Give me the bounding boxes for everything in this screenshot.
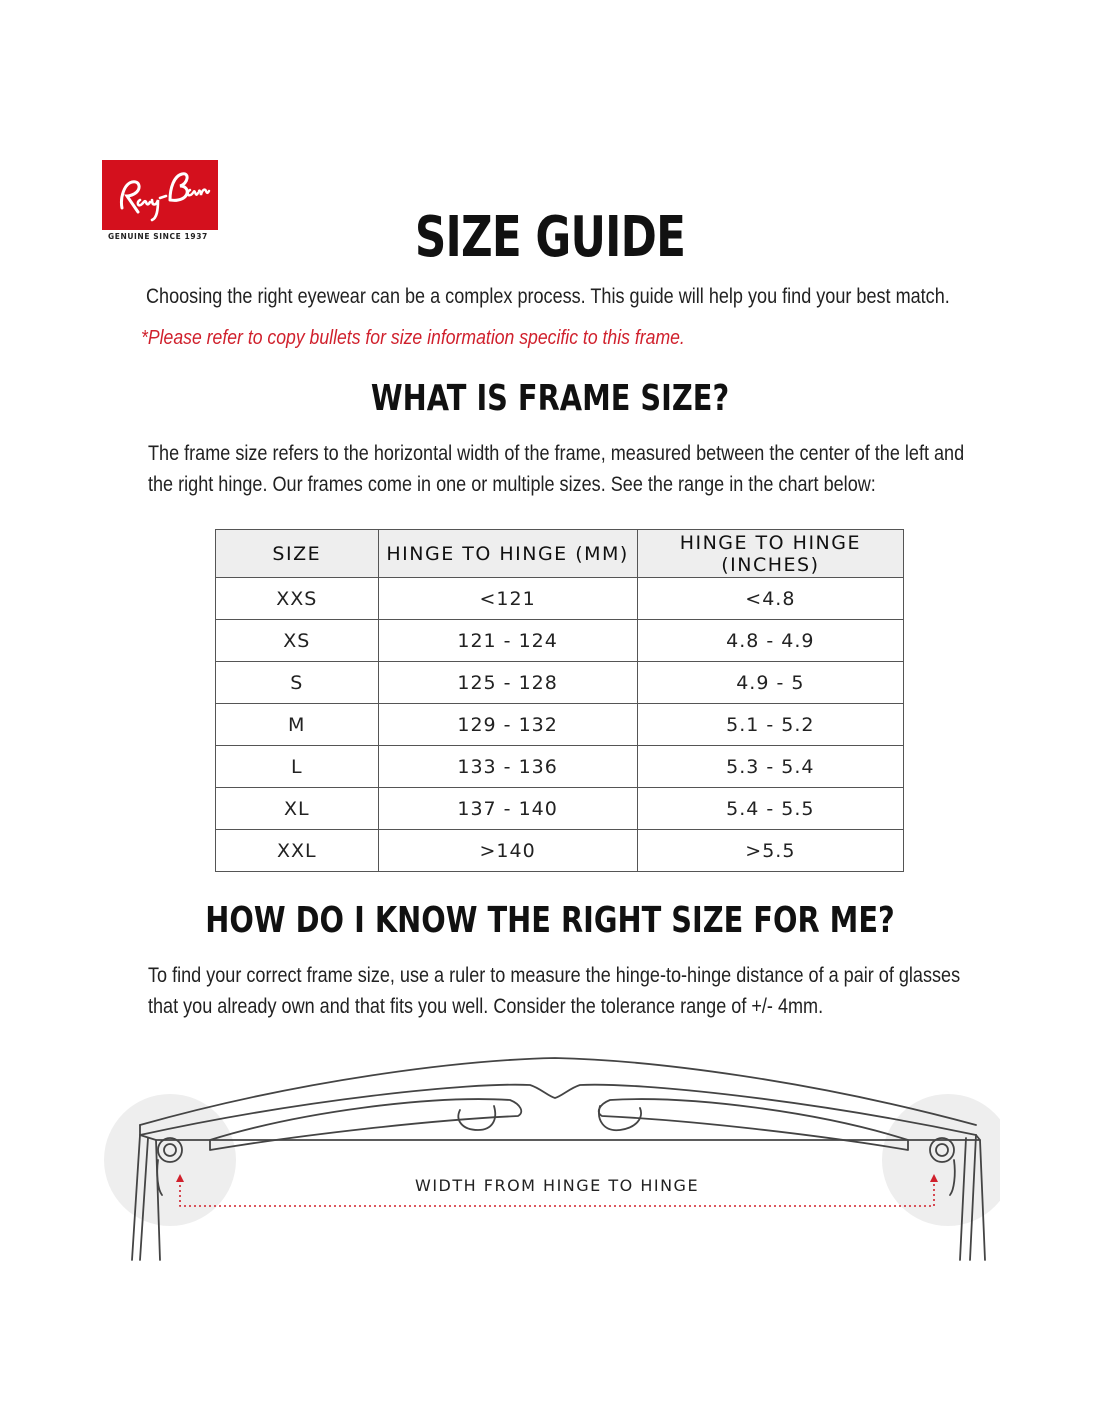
inches-cell: <4.8 [637, 578, 903, 620]
intro-text: Choosing the right eyewear can be a complex process. This guide will help you find your best match. [146, 285, 950, 308]
size-cell: XXL [216, 830, 379, 872]
glasses-frame-illustration [100, 1040, 1000, 1270]
mm-cell: 121 - 124 [378, 620, 637, 662]
column-header-mm: HINGE TO HINGE (MM) [378, 530, 637, 578]
frame-size-heading: WHAT IS FRAME SIZE? [370, 378, 730, 419]
page-title: SIZE GUIDE [414, 205, 686, 270]
logo-tagline: GENUINE SINCE 1937 [108, 232, 208, 241]
table-row [216, 830, 904, 872]
mm-cell: 133 - 136 [378, 746, 637, 788]
mm-cell: 137 - 140 [378, 788, 637, 830]
column-header-size: SIZE [216, 530, 379, 578]
inches-cell: 4.9 - 5 [637, 662, 903, 704]
size-table [215, 529, 904, 872]
size-cell: XL [216, 788, 379, 830]
inches-cell: 5.3 - 5.4 [637, 746, 903, 788]
mm-cell: >140 [378, 830, 637, 872]
inches-cell: 4.8 - 4.9 [637, 620, 903, 662]
mm-cell: 125 - 128 [378, 662, 637, 704]
size-cell: L [216, 746, 379, 788]
size-note: *Please refer to copy bullets for size information specific to this frame. [141, 326, 685, 349]
mm-cell: <121 [378, 578, 637, 620]
hinge-width-diagram [100, 1040, 1000, 1270]
inches-cell: 5.1 - 5.2 [637, 704, 903, 746]
column-header-inches: HINGE TO HINGE (INCHES) [637, 530, 903, 578]
table-row [216, 620, 904, 662]
table-row [216, 578, 904, 620]
size-cell: XXS [216, 578, 379, 620]
inches-cell: >5.5 [637, 830, 903, 872]
table-row [216, 788, 904, 830]
diagram-label: WIDTH FROM HINGE TO HINGE [415, 1176, 700, 1195]
right-size-text: To find your correct frame size, use a ruler to measure the hinge-to-hinge distance of a pair of glasses that you already own and that fits you well. Consider the tolerance range of +/- 4mm. [148, 964, 961, 1018]
size-cell: M [216, 704, 379, 746]
inches-cell: 5.4 - 5.5 [637, 788, 903, 830]
size-cell: XS [216, 620, 379, 662]
left-hinge-highlight [104, 1094, 236, 1226]
table-row [216, 704, 904, 746]
size-cell: S [216, 662, 379, 704]
right-size-heading: HOW DO I KNOW THE RIGHT SIZE FOR ME? [205, 900, 895, 941]
table-header-row [216, 530, 904, 578]
mm-cell: 129 - 132 [378, 704, 637, 746]
frame-size-text: The frame size refers to the horizontal width of the frame, measured between the center of the left and the right hinge. Our frames come in one or multiple sizes. See the range in the chart below: [148, 442, 965, 496]
table-row [216, 662, 904, 704]
table-row [216, 746, 904, 788]
